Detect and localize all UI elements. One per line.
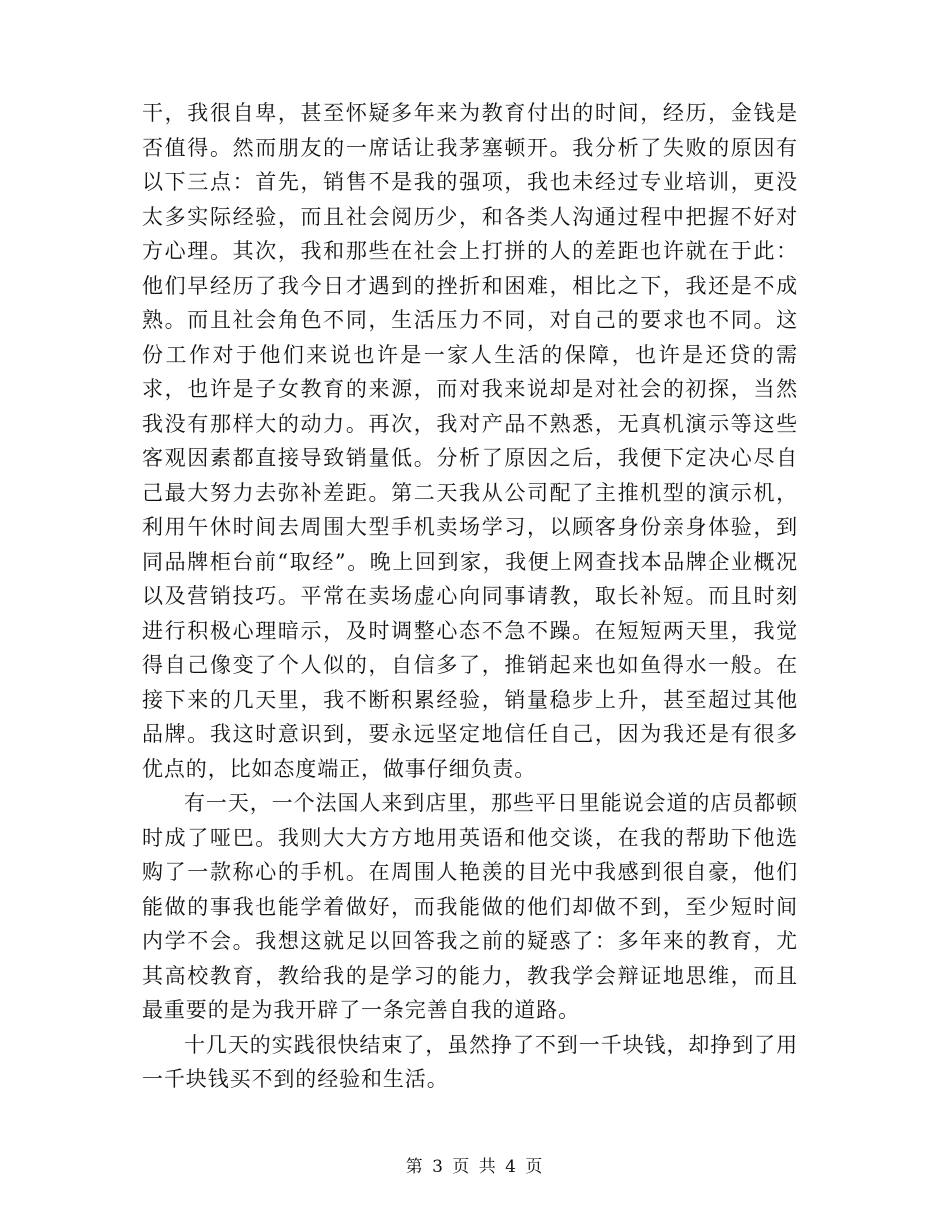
document-body <box>142 96 798 1097</box>
paragraph-continuation: 干，我很自卑，甚至怀疑多年来为教育付出的时间，经历，金钱是否值得。然而朋友的一席话让我茅塞顿开。我分析了失败的原因有以下三点：首先，销售不是我的强项，我也未经过专业培训，更没太多实际经验，而且社会阅历少，和各类人沟通过程中把握不好对方心理。其次，我和那些在社会上打拼的人的差距也许就在于此：他们早经历了我今日才遇到的挫折和困难，相比之下，我还是不成熟。而且社会角色不同，生活压力不同，对自己的要求也不同。这份工作对于他们来说也许是一家人生活的保障，也许是还贷的需求，也许是子女教育的来源，而对我来说却是对社会的初探，当然我没有那样大的动力。再次，我对产品不熟悉，无真机演示等这些客观因素都直接导致销量低。分析了原因之后，我便下定决心尽自己最大努力去弥补差距。第二天我从公司配了主推机型的演示机，利用午休时间去周围大型手机卖场学习，以顾客身份亲身体验，到同品牌柜台前“取经”。晚上回到家，我便上网查找本品牌企业概况以及营销技巧。平常在卖场虚心向同事请教，取长补短。而且时刻进行积极心理暗示，及时调整心态不急不躁。在短短两天里，我觉得自己像变了个人似的，自信多了，推销起来也如鱼得水一般。在接下来的几天里，我不断积累经验，销量稳步上升，甚至超过其他品牌。我这时意识到，要永远坚定地信任自己，因为我还是有很多优点的，比如态度端正，做事仔细负责。 <box>142 101 798 781</box>
paragraph-conclusion: 十几天的实践很快结束了，虽然挣了不到一千块钱，却挣到了用一千块钱买不到的经验和生活。 <box>142 1032 798 1091</box>
page-number-footer: 第 3 页 共 4 页 <box>405 1157 545 1177</box>
paragraph-french-customer: 有一天，一个法国人来到店里，那些平日里能说会道的店员都顿时成了哑巴。我则大大方方地用英语和他交谈，在我的帮助下他选购了一款称心的手机。在周围人艳羡的目光中我感到很自豪，他们能做的事我也能学着做好，而我能做的他们却做不到，至少短时间内学不会。我想这就足以回答我之前的疑惑了：多年来的教育，尤其高校教育，教给我的是学习的能力，教我学会辩证地思维，而且最重要的是为我开辟了一条完善自我的道路。 <box>142 791 798 1022</box>
